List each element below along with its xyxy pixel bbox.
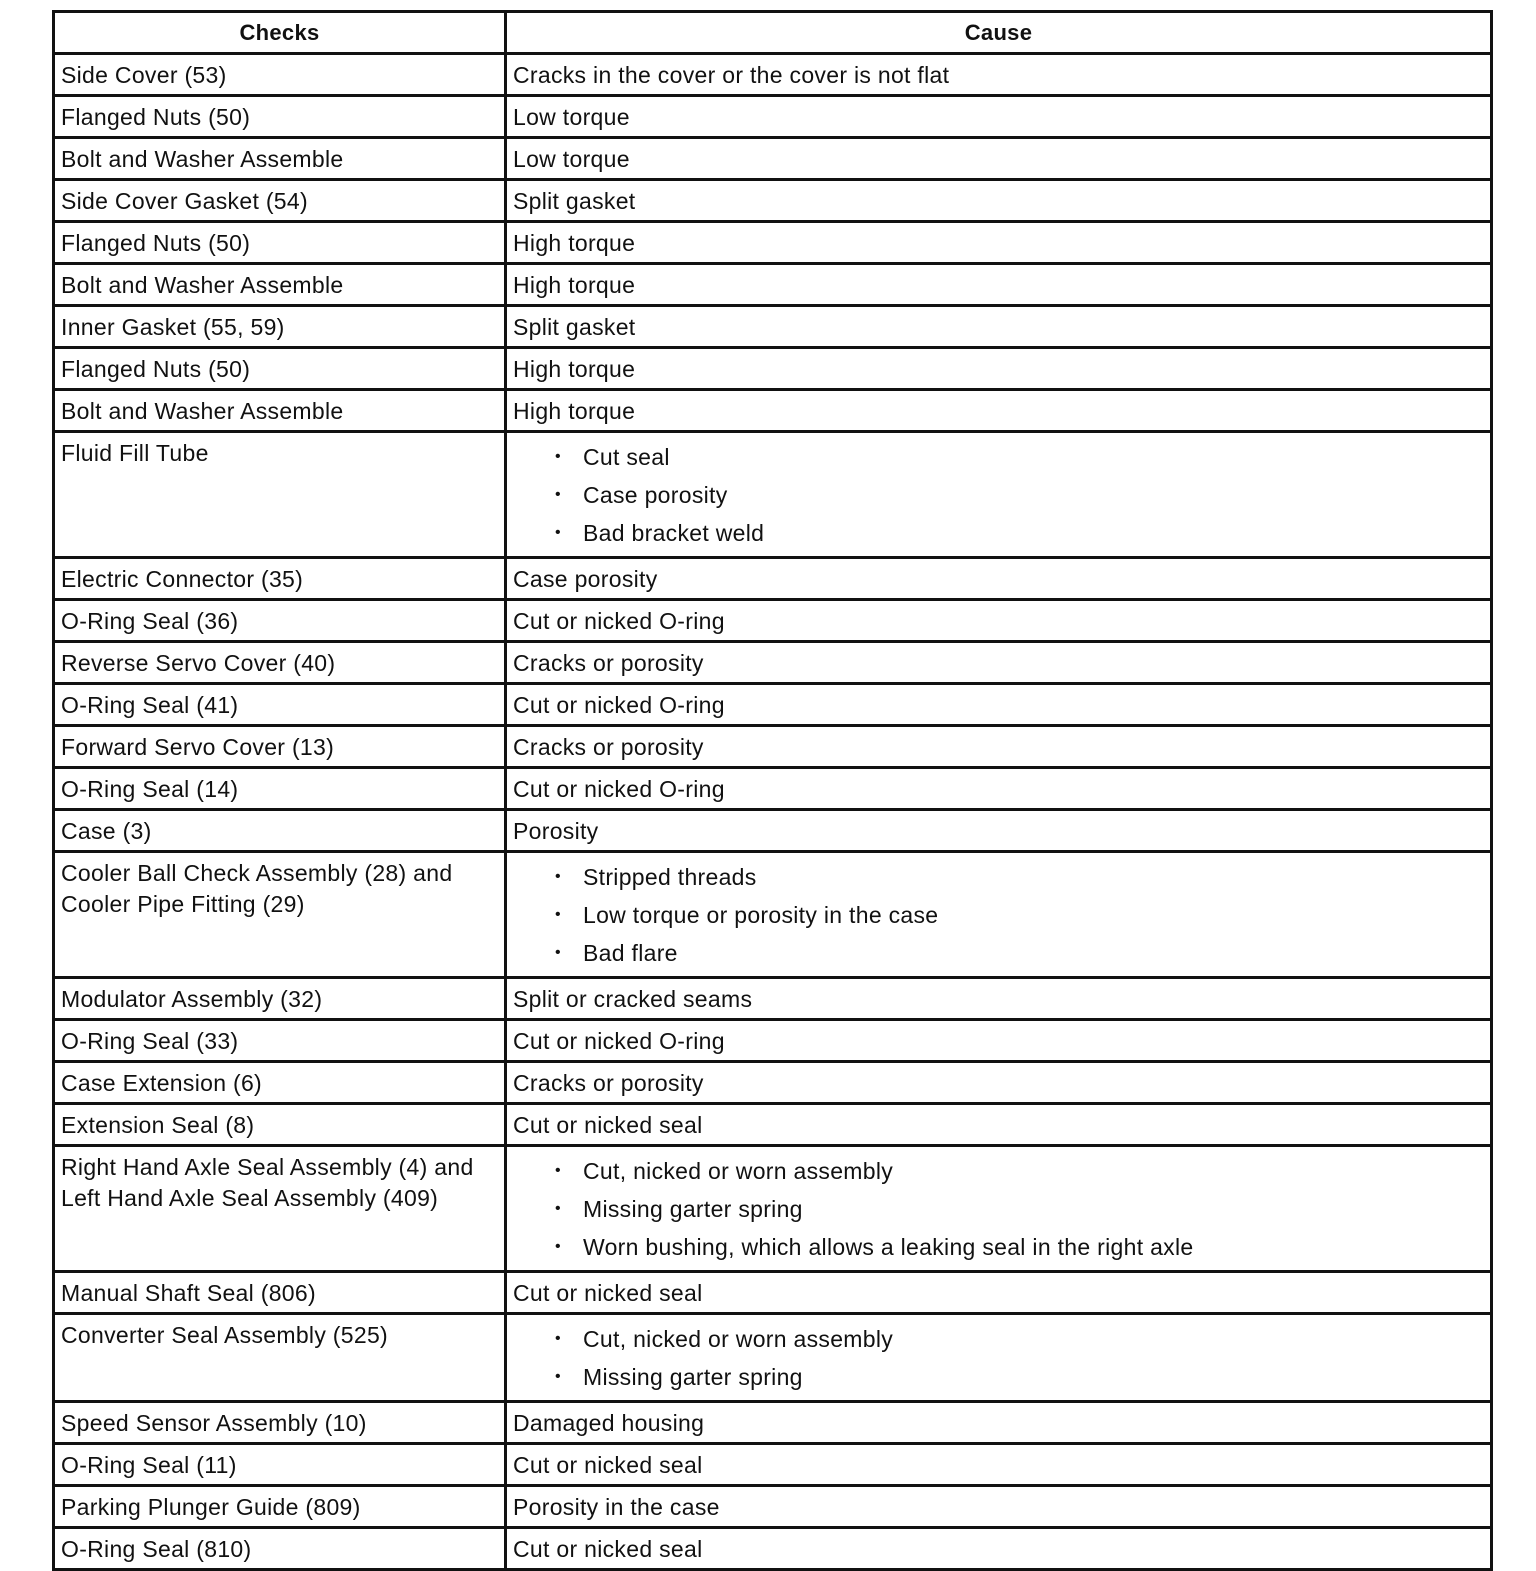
table-row [54, 54, 1492, 96]
cause-cell: Cracks or porosity [506, 642, 1492, 684]
check-cell: Flanged Nuts (50) [54, 348, 506, 390]
cause-cell: High torque [506, 348, 1492, 390]
check-cell: Fluid Fill Tube [54, 432, 506, 558]
check-cell: Parking Plunger Guide (809) [54, 1486, 506, 1528]
check-cell: Case (3) [54, 810, 506, 852]
cause-list [513, 438, 1484, 552]
table-row [54, 1402, 1492, 1444]
header-cause: Cause [506, 12, 1492, 54]
table-header-row [54, 12, 1492, 54]
cause-cell [506, 852, 1492, 978]
cause-cell: Cut or nicked seal [506, 1528, 1492, 1570]
table-row [54, 1020, 1492, 1062]
check-cell: O-Ring Seal (11) [54, 1444, 506, 1486]
check-cell: Forward Servo Cover (13) [54, 726, 506, 768]
cause-cell [506, 432, 1492, 558]
table-row [54, 222, 1492, 264]
table-row [54, 1062, 1492, 1104]
check-cell: O-Ring Seal (33) [54, 1020, 506, 1062]
check-cell: Manual Shaft Seal (806) [54, 1272, 506, 1314]
cause-cell: Split or cracked seams [506, 978, 1492, 1020]
cause-cell: Case porosity [506, 558, 1492, 600]
table-row [54, 810, 1492, 852]
cause-list-item: • Missing garter spring [553, 1358, 1484, 1396]
table-row [54, 432, 1492, 558]
cause-cell [506, 1146, 1492, 1272]
cause-list [513, 1152, 1484, 1266]
check-cell: Speed Sensor Assembly (10) [54, 1402, 506, 1444]
cause-list-item: • Stripped threads [553, 858, 1484, 896]
cause-list-item: • Case porosity [553, 476, 1484, 514]
cause-cell [506, 1314, 1492, 1402]
cause-cell: Porosity in the case [506, 1486, 1492, 1528]
table-row [54, 978, 1492, 1020]
cause-cell: Cracks or porosity [506, 1062, 1492, 1104]
check-cell: Side Cover Gasket (54) [54, 180, 506, 222]
cause-list-item: • Low torque or porosity in the case [553, 896, 1484, 934]
leak-checks-table [52, 10, 1493, 1571]
cause-cell: Split gasket [506, 180, 1492, 222]
cause-cell: Cracks in the cover or the cover is not flat [506, 54, 1492, 96]
cause-cell: Cut or nicked seal [506, 1272, 1492, 1314]
table-row [54, 642, 1492, 684]
cause-cell: Split gasket [506, 306, 1492, 348]
table-row [54, 1486, 1492, 1528]
cause-cell: Porosity [506, 810, 1492, 852]
cause-cell: Cut or nicked O-ring [506, 1020, 1492, 1062]
cause-cell: Cut or nicked O-ring [506, 768, 1492, 810]
cause-list-item: • Bad flare [553, 934, 1484, 972]
table-row [54, 558, 1492, 600]
cause-list [513, 858, 1484, 972]
cause-cell: Cut or nicked seal [506, 1104, 1492, 1146]
table-row [54, 1528, 1492, 1570]
table-row [54, 726, 1492, 768]
table-row [54, 180, 1492, 222]
cause-cell: High torque [506, 264, 1492, 306]
cause-cell: Cut or nicked seal [506, 1444, 1492, 1486]
check-cell: Inner Gasket (55, 59) [54, 306, 506, 348]
check-cell: Bolt and Washer Assemble [54, 390, 506, 432]
check-cell: Modulator Assembly (32) [54, 978, 506, 1020]
cause-list-item: • Cut, nicked or worn assembly [553, 1152, 1484, 1190]
table-body [54, 54, 1492, 1570]
cause-list-item: • Missing garter spring [553, 1190, 1484, 1228]
cause-cell: High torque [506, 390, 1492, 432]
check-cell: Bolt and Washer Assemble [54, 264, 506, 306]
cause-list [513, 1320, 1484, 1396]
cause-list-item: • Bad bracket weld [553, 514, 1484, 552]
cause-list-item: • Cut seal [553, 438, 1484, 476]
cause-cell: High torque [506, 222, 1492, 264]
cause-cell: Cut or nicked O-ring [506, 684, 1492, 726]
cause-cell: Low torque [506, 138, 1492, 180]
check-cell: O-Ring Seal (41) [54, 684, 506, 726]
cause-list-item: • Cut, nicked or worn assembly [553, 1320, 1484, 1358]
check-cell: Converter Seal Assembly (525) [54, 1314, 506, 1402]
table-row [54, 1444, 1492, 1486]
table-row [54, 390, 1492, 432]
table-row [54, 96, 1492, 138]
check-cell: Extension Seal (8) [54, 1104, 506, 1146]
cause-cell: Cracks or porosity [506, 726, 1492, 768]
check-cell: Bolt and Washer Assemble [54, 138, 506, 180]
table-row [54, 852, 1492, 978]
cause-cell: Low torque [506, 96, 1492, 138]
check-cell: O-Ring Seal (810) [54, 1528, 506, 1570]
check-cell: O-Ring Seal (14) [54, 768, 506, 810]
table-row [54, 600, 1492, 642]
check-cell: Flanged Nuts (50) [54, 96, 506, 138]
cause-cell: Damaged housing [506, 1402, 1492, 1444]
table-row [54, 348, 1492, 390]
table-row [54, 684, 1492, 726]
check-cell: Reverse Servo Cover (40) [54, 642, 506, 684]
check-cell: O-Ring Seal (36) [54, 600, 506, 642]
header-checks: Checks [54, 12, 506, 54]
check-cell: Side Cover (53) [54, 54, 506, 96]
check-cell: Cooler Ball Check Assembly (28) and Cooler Pipe Fitting (29) [54, 852, 506, 978]
cause-cell: Cut or nicked O-ring [506, 600, 1492, 642]
table-row [54, 138, 1492, 180]
table-row [54, 1146, 1492, 1272]
check-cell: Electric Connector (35) [54, 558, 506, 600]
table-row [54, 1104, 1492, 1146]
check-cell: Flanged Nuts (50) [54, 222, 506, 264]
table-row [54, 306, 1492, 348]
cause-list-item: • Worn bushing, which allows a leaking seal in the right axle [553, 1228, 1484, 1266]
table-row [54, 768, 1492, 810]
check-cell: Right Hand Axle Seal Assembly (4) and Left Hand Axle Seal Assembly (409) [54, 1146, 506, 1272]
table-row [54, 264, 1492, 306]
table-row [54, 1272, 1492, 1314]
table-row [54, 1314, 1492, 1402]
check-cell: Case Extension (6) [54, 1062, 506, 1104]
